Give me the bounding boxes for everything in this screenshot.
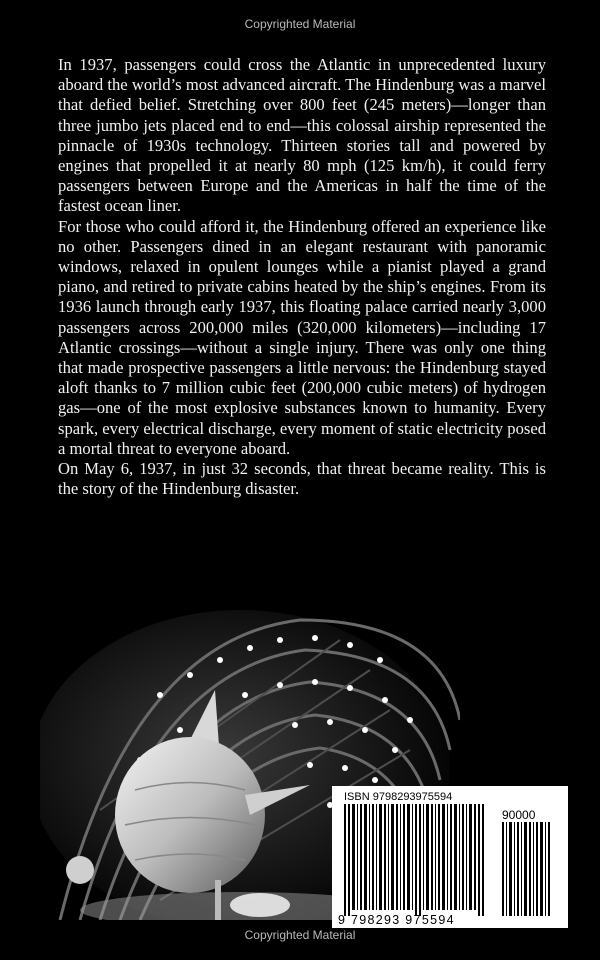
blurb-paragraph-2: For those who could afford it, the Hindenburg offered an experience like no other. Passengers dined in an elegant restaurant with panoramic windows, relaxed in opulent lounges while a pianist played a grand piano, and retired to private cabins heated by the ship’s engines. From its 1936 launch through early 1937, this floating palace carried nearly 3,000 passengers across 200,000 miles (320,000 kilometers)—including 17 Atlantic crossings—without a single injury. There was only one thing that made prospective passengers a little nervous: the Hindenburg stayed aloft thanks to 7 million cubic feet (200,000 cubic meters) of hydrogen gas—one of the most explosive substances known to humanity. Every spark, every electrical discharge, every moment of static electricity posed a mortal threat to everyone aboard. xyxy=(58,216,546,458)
watermark-top: Copyrighted Material xyxy=(244,17,356,31)
isbn-barcode xyxy=(332,786,568,928)
back-cover-blurb xyxy=(58,55,546,499)
price-code: 90000 xyxy=(502,808,536,822)
blurb-paragraph-3: On May 6, 1937, in just 32 seconds, that threat became reality. This is the story of the Hindenburg disaster. xyxy=(58,459,546,499)
watermark-bottom: Copyrighted Material xyxy=(244,928,356,942)
blurb-paragraph-1: In 1937, passengers could cross the Atlantic in unprecedented luxury aboard the world’s most advanced aircraft. The Hindenburg was a marvel that defied belief. Stretching over 800 feet (245 meters)—longer than three jumbo jets placed end to end—this colossal airship represented the pinnacle of 1930s technology. Thirteen stories tall and powered by engines that propelled it at nearly 80 mph (125 km/h), it could ferry passengers between Europe and the Americas in half the time of the fastest ocean liner. xyxy=(58,55,546,216)
isbn-digits: 9 798293 975594 xyxy=(338,913,455,927)
isbn-label: ISBN 9798293975594 xyxy=(344,791,453,803)
